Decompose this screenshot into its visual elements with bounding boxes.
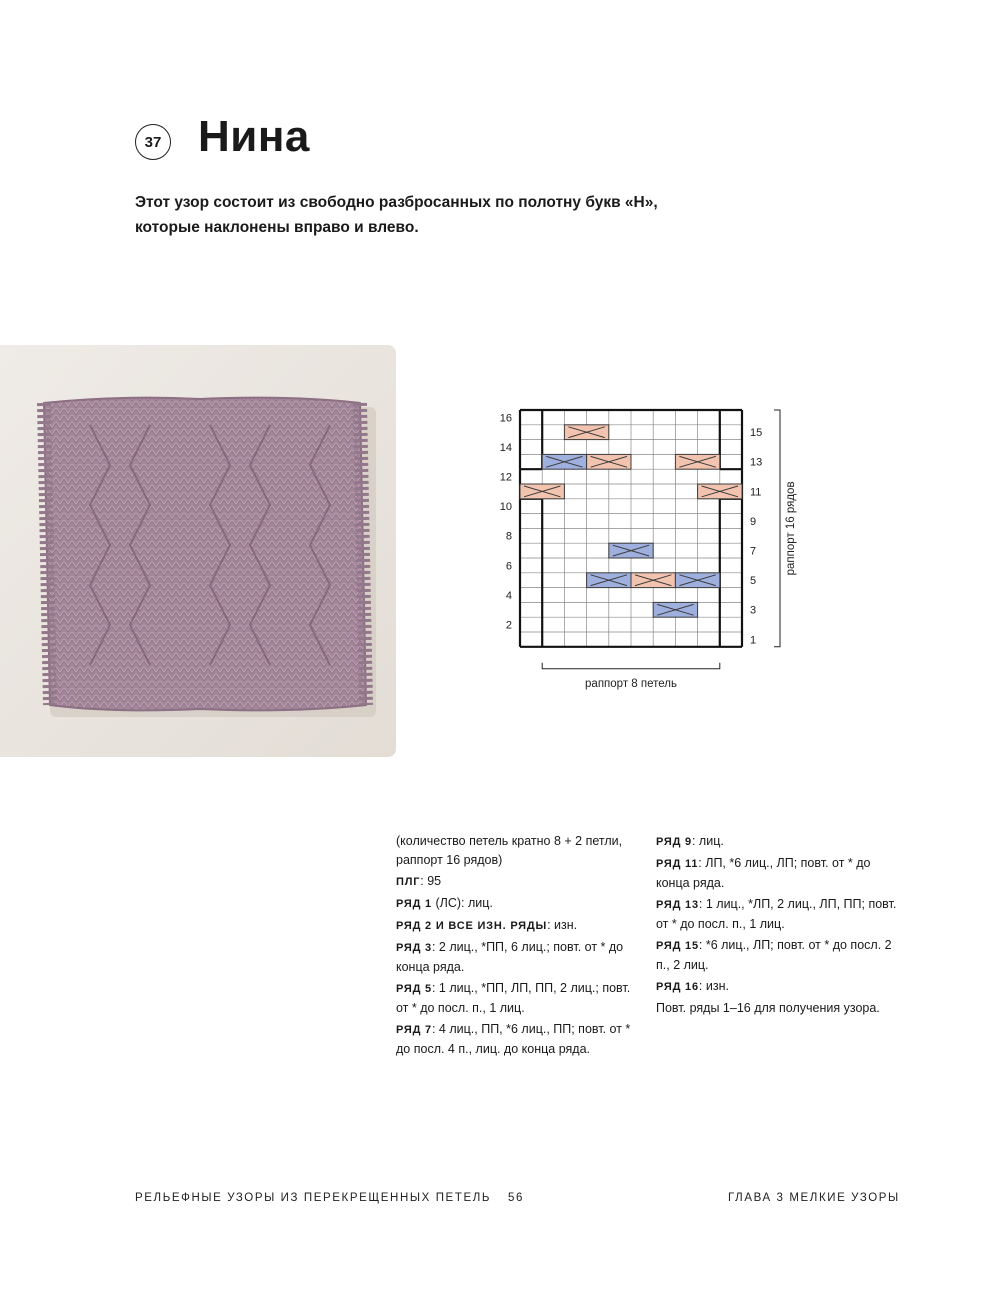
row-label-right: 1 — [750, 634, 757, 647]
footer-chapter: ГЛАВА 3 МЕЛКИЕ УЗОРЫ — [728, 1192, 900, 1204]
row-label-left: 6 — [505, 560, 512, 573]
row-label-left: 14 — [499, 441, 512, 454]
instruction-text: : ЛП, *6 лиц., ЛП; повт. от * до конца ряда. — [656, 856, 871, 890]
bottom-bracket-label: раппорт 8 петель — [585, 677, 677, 690]
instruction-label: РЯД 15 — [656, 940, 699, 952]
row-label-right: 11 — [750, 486, 762, 499]
row-label-left: 10 — [499, 501, 512, 514]
intro-line-2: которые наклонены вправо и влево. — [135, 219, 419, 236]
instruction-text: : лиц. — [691, 834, 724, 848]
pattern-number: 37 — [144, 133, 162, 151]
bottom-bracket — [542, 663, 720, 669]
instruction-label: РЯД 7 — [396, 1024, 432, 1036]
instructions-column-1 — [396, 832, 646, 1061]
knitting-chart — [490, 400, 830, 700]
row-label-right: 15 — [750, 427, 763, 440]
row-label-right: 5 — [750, 575, 757, 588]
instruction-label: ПЛГ — [396, 876, 421, 888]
instructions-column-2 — [656, 832, 906, 1020]
chart-svg — [490, 400, 830, 700]
instruction-label: РЯД 2 И ВСЕ ИЗН. РЯДЫ — [396, 920, 548, 932]
instruction-text: (ЛС): лиц. — [431, 896, 493, 910]
instruction-label: РЯД 16 — [656, 981, 699, 993]
instruction-text: : 1 лиц., *ЛП, 2 лиц., ЛП, ПП; повт. от * до посл. п., 1 лиц. — [656, 897, 897, 931]
instruction-a-4 — [396, 938, 646, 977]
instruction-text: : 2 лиц., *ПП, 6 лиц.; повт. от * до конца ряда. — [396, 940, 624, 974]
instruction-a-2 — [396, 894, 646, 914]
instruction-a-0 — [396, 832, 646, 870]
instruction-b-1 — [656, 854, 906, 893]
pattern-number-badge — [135, 124, 171, 160]
instruction-b-3 — [656, 936, 906, 975]
instruction-a-3 — [396, 916, 646, 936]
instruction-a-6 — [396, 1020, 646, 1059]
side-bracket — [774, 410, 780, 647]
row-label-right: 7 — [750, 545, 757, 558]
row-label-left: 16 — [499, 412, 512, 425]
instruction-text: : изн. — [547, 918, 578, 932]
instruction-label: РЯД 1 — [396, 898, 432, 910]
row-label-right: 3 — [750, 604, 757, 617]
footer-page-number: 56 — [508, 1192, 524, 1204]
side-bracket-label: раппорт 16 рядов — [785, 481, 797, 576]
instruction-a-5 — [396, 979, 646, 1018]
instruction-label: РЯД 9 — [656, 836, 692, 848]
intro-line-1: Этот узор состоит из свободно разбросанных по полотну букв «Н», — [135, 194, 658, 211]
instruction-text: : 95 — [420, 874, 442, 888]
footer-book-title: РЕЛЬЕФНЫЕ УЗОРЫ ИЗ ПЕРЕКРЕЩЕННЫХ ПЕТЕЛЬ — [135, 1192, 492, 1204]
instruction-b-4 — [656, 977, 906, 997]
instruction-b-0 — [656, 832, 906, 852]
instruction-a-1 — [396, 872, 646, 892]
instruction-text: (количество петель кратно 8 + 2 петли, раппорт 16 рядов) — [396, 834, 623, 867]
row-label-left: 12 — [499, 471, 512, 484]
instruction-label: РЯД 5 — [396, 983, 432, 995]
instruction-text: : 1 лиц., *ПП, ЛП, ПП, 2 лиц.; повт. от * до посл. п., 1 лиц. — [396, 981, 631, 1015]
instruction-b-5 — [656, 999, 906, 1018]
row-label-right: 13 — [750, 456, 763, 469]
row-label-right: 9 — [750, 515, 757, 528]
row-label-left: 4 — [505, 589, 512, 602]
instruction-b-2 — [656, 895, 906, 934]
row-label-left: 2 — [505, 619, 512, 632]
instruction-text: : 4 лиц., ПП, *6 лиц., ПП; повт. от * до посл. 4 п., лиц. до конца ряда. — [396, 1022, 631, 1056]
instruction-label: РЯД 3 — [396, 942, 432, 954]
knitted-swatch-photo — [0, 345, 396, 757]
instruction-text: Повт. ряды 1–16 для получения узора. — [656, 1001, 880, 1015]
row-label-left: 8 — [505, 530, 512, 543]
instruction-text: : *6 лиц., ЛП; повт. от * до посл. 2 п., 2 лиц. — [656, 938, 892, 972]
instruction-text: : изн. — [698, 979, 729, 993]
instruction-label: РЯД 11 — [656, 858, 699, 870]
page-title: Нина — [198, 112, 310, 161]
intro-text — [135, 190, 695, 240]
instruction-label: РЯД 13 — [656, 899, 699, 911]
swatch-illustration — [0, 345, 396, 757]
